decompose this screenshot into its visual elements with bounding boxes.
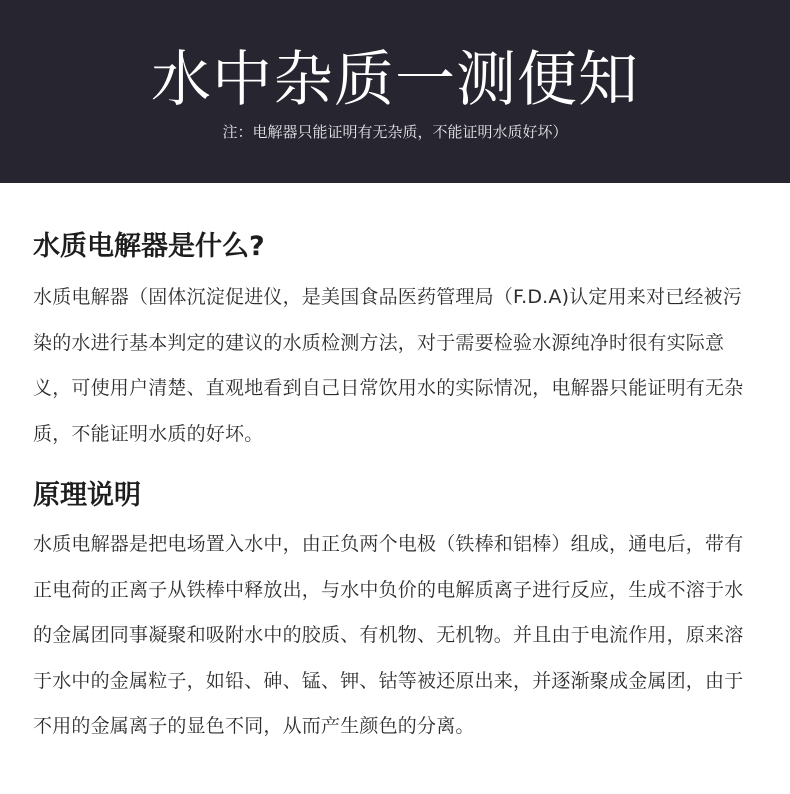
hero-title: 水中杂质一测便知 <box>151 45 639 115</box>
section-heading-principle: 原理说明 <box>33 480 141 511</box>
section-heading-what-is: 水质电解器是什么? <box>33 231 265 262</box>
section-principle <box>33 457 756 750</box>
hero-note: 注：电解器只能证明有无杂质，不能证明水质好坏） <box>222 123 568 141</box>
section-body-principle: 水质电解器是把电场置入水中，由正负两个电极（铁棒和铝棒）组成，通电后，带有正电荷的正离子从铁棒中释放出，与水中负价的电解质离子进行反应，生成不溶于水的金属团同事凝聚和吸附水中的胶质、有机物、无机物。并且由于电流作用，原来溶于水中的金属粒子，如铅、砷、锰、钾、钴等被还原出来，并逐渐聚成金属团，由于不用的金属离子的显色不同，从而产生颜色的分离。 <box>33 533 744 737</box>
section-body-what-is: 水质电解器（固体沉淀促进仪，是美国食品医药管理局（F.D.A)认定用来对已经被污染的水进行基本判定的建议的水质检测方法，对于需要检验水源纯净时很有实际意义，可使用户清楚、直观地看到自己日常饮用水的实际情况，电解器只能证明有无杂质，不能证明水质的好坏。 <box>33 286 744 445</box>
hero-banner <box>0 0 790 183</box>
article-content <box>0 183 790 750</box>
section-what-is-electrolyzer <box>33 183 756 457</box>
